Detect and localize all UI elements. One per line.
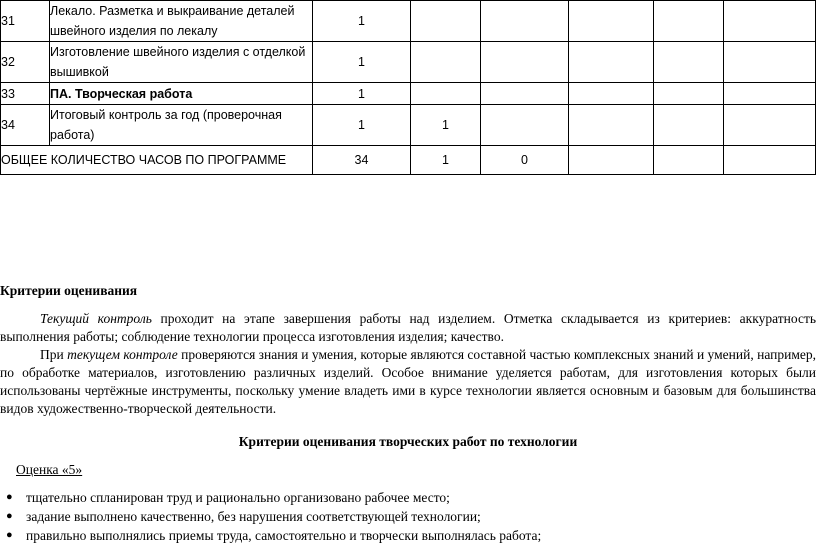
empty-cell	[569, 146, 654, 175]
row-number: 33	[1, 83, 50, 105]
empty-cell	[724, 83, 816, 105]
row-practice: 1	[411, 105, 481, 146]
list-item-text: тщательно спланирован труд и рационально организовано рабочее место;	[26, 490, 450, 505]
paragraph-text: При	[40, 347, 68, 362]
list-item	[0, 507, 541, 526]
curriculum-table	[0, 0, 816, 175]
paragraph-text: проходит на этапе завершения работы над изделием. Отметка складывается из критериев: аккуратность выполнения работы; соблюдение технологии процесса изготовления изделия; качество.	[0, 311, 816, 344]
empty-cell	[654, 1, 724, 42]
empty-cell	[654, 146, 724, 175]
table-row	[1, 42, 816, 83]
paragraph-knowledge-check	[0, 346, 816, 418]
row-number: 31	[1, 1, 50, 42]
list-item-text: задание выполнено качественно, без нарушения соответствующей технологии;	[26, 509, 481, 524]
bullet-icon: ●	[6, 510, 13, 522]
empty-cell	[569, 1, 654, 42]
row-practice	[411, 1, 481, 42]
creative-heading: Критерии оценивания творческих работ по технологии	[238, 434, 578, 449]
list-item-text: правильно выполнялись приемы труда, самостоятельно и творчески выполнялась работа;	[26, 528, 542, 543]
total-label: ОБЩЕЕ КОЛИЧЕСТВО ЧАСОВ ПО ПРОГРАММЕ	[1, 146, 313, 175]
empty-cell	[569, 42, 654, 83]
row-hours: 1	[313, 83, 411, 105]
empty-cell	[724, 105, 816, 146]
row-hours: 1	[313, 1, 411, 42]
row-topic: Изготовление швейного изделия с отделкой вышивкой	[50, 42, 313, 83]
list-item	[0, 526, 541, 545]
term-current-control: текущем контроле	[67, 347, 178, 362]
row-practice	[411, 42, 481, 83]
bullet-icon: ●	[6, 491, 13, 503]
table-row	[1, 83, 816, 105]
total-control: 0	[481, 146, 569, 175]
row-practice	[411, 83, 481, 105]
table-row	[1, 1, 816, 42]
table-row	[1, 105, 816, 146]
criteria-heading: Критерии оценивания	[0, 283, 138, 298]
empty-cell	[724, 42, 816, 83]
total-row	[1, 146, 816, 175]
row-control	[481, 105, 569, 146]
empty-cell	[569, 83, 654, 105]
row-topic: Лекало. Разметка и выкраивание деталей швейного изделия по лекалу	[50, 1, 313, 42]
row-topic: Итоговый контроль за год (проверочная работа)	[50, 105, 313, 146]
paragraph-current-control	[0, 310, 816, 346]
bullet-icon: ●	[6, 529, 13, 541]
empty-cell	[654, 42, 724, 83]
row-number: 32	[1, 42, 50, 83]
total-practice: 1	[411, 146, 481, 175]
row-control	[481, 83, 569, 105]
paragraph-text: проверяются знания и умения, которые являются составной частью комплексных знаний и умений, например, по обработке материалов, изготовлению различных изделий. Особое внимание уделяется работам, для изготовления которых были использованы чертёжные инструменты, поскольку умение владеть ими в курсе технологии является основным и базовым для большинства видов художественно-творческой деятельности.	[0, 347, 816, 416]
empty-cell	[654, 83, 724, 105]
row-control	[481, 42, 569, 83]
row-hours: 1	[313, 105, 411, 146]
total-hours: 34	[313, 146, 411, 175]
row-topic: ПА. Творческая работа	[50, 83, 313, 105]
list-item	[0, 488, 541, 507]
criteria-list	[0, 488, 541, 545]
empty-cell	[569, 105, 654, 146]
row-number: 34	[1, 105, 50, 146]
term-current-control: Текущий контроль	[40, 311, 152, 326]
grade-label: Оценка «5»	[16, 462, 83, 477]
row-control	[481, 1, 569, 42]
empty-cell	[654, 105, 724, 146]
empty-cell	[724, 146, 816, 175]
row-hours: 1	[313, 42, 411, 83]
empty-cell	[724, 1, 816, 42]
